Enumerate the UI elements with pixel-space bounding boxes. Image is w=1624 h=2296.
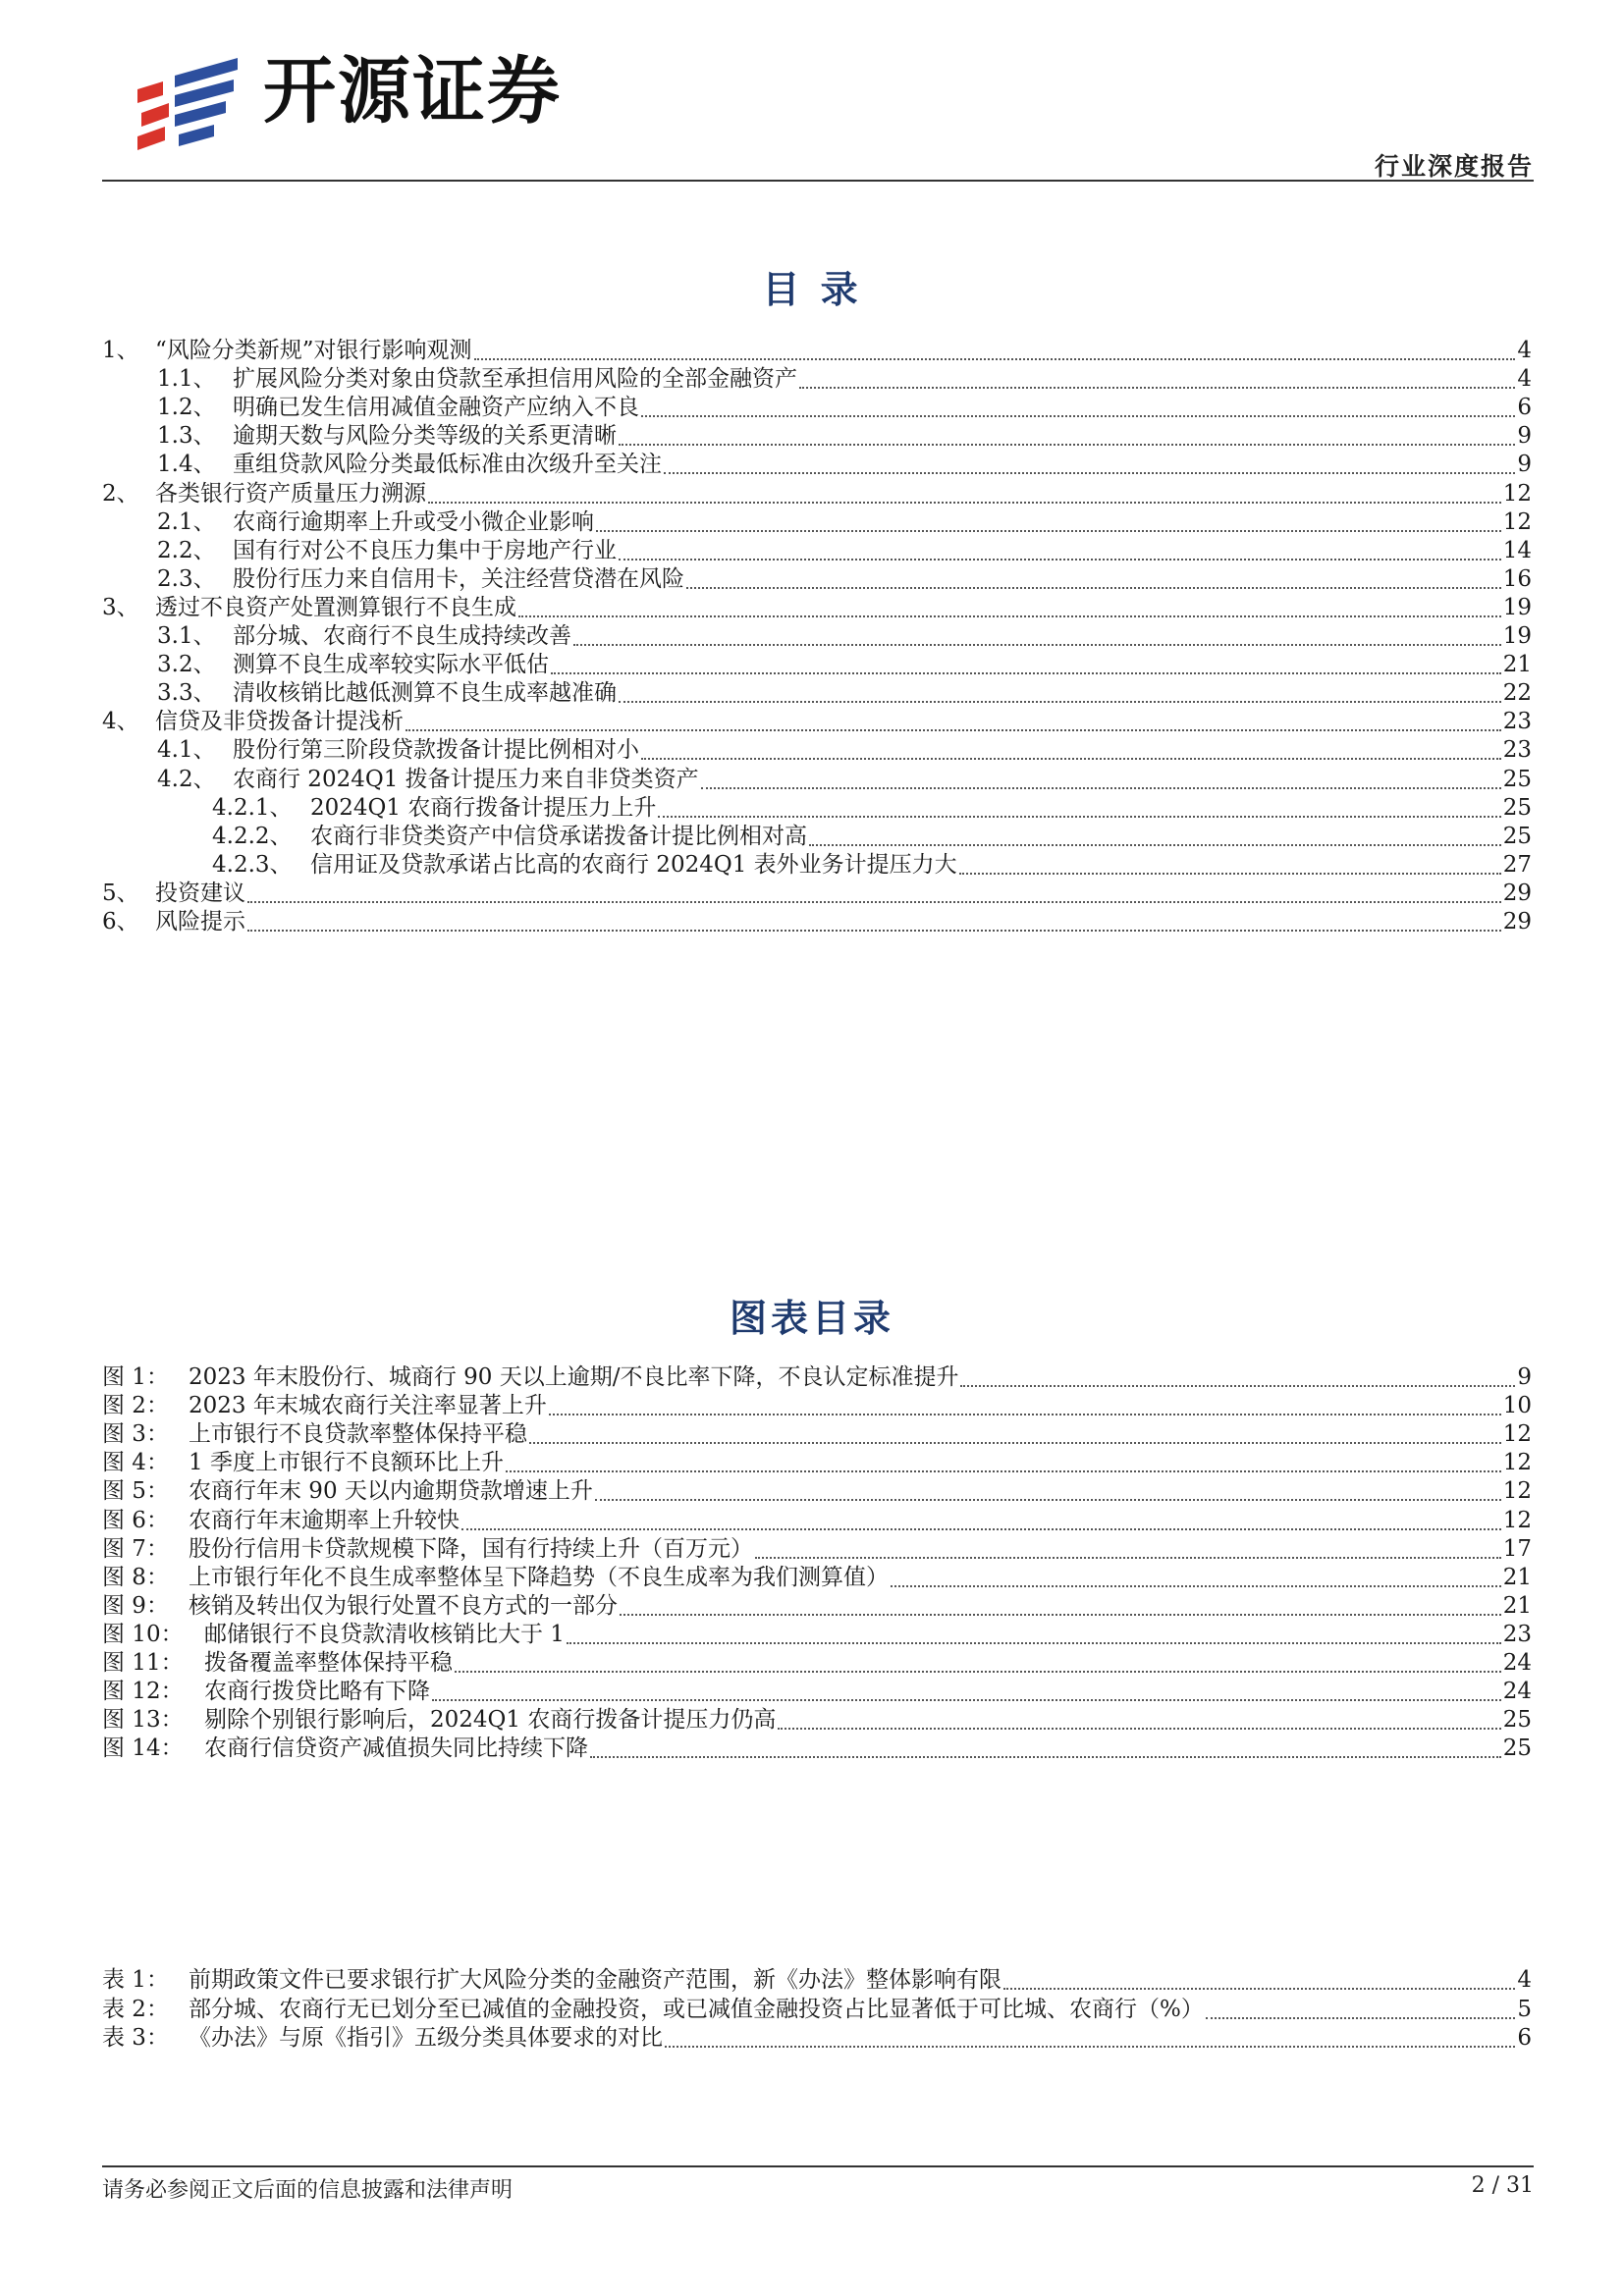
dot-leader xyxy=(590,1756,1501,1758)
entry-page: 9 xyxy=(1517,423,1532,450)
entry-title: 前期政策文件已要求银行扩大风险分类的金融资产范围，新《办法》整体影响有限 xyxy=(189,1967,1001,1993)
entry-page: 25 xyxy=(1502,1707,1532,1734)
entry-page: 6 xyxy=(1517,2025,1532,2051)
entry-title: 信用证及贷款承诺占比高的农商行 2024Q1 表外业务计提压力大 xyxy=(310,851,957,878)
entry-title: 上市银行年化不良生成率整体呈下降趋势（不良生成率为我们测算值） xyxy=(189,1564,889,1590)
entry-number: 图 6： xyxy=(102,1507,169,1533)
entry-title: 农商行逾期率上升或受小微企业影响 xyxy=(233,508,594,535)
entry-title: 农商行年末 90 天以内逾期贷款增速上升 xyxy=(189,1478,593,1505)
entry-title: 2023 年末股份行、城商行 90 天以上逾期/不良比率下降，不良认定标准提升 xyxy=(189,1364,959,1390)
table-entry[interactable] xyxy=(102,2019,1532,2053)
entry-number: 4.2、 xyxy=(157,766,216,792)
entry-page: 19 xyxy=(1502,623,1532,649)
entry-title: 股份行信用卡贷款规模下降，国有行持续上升（百万元） xyxy=(189,1535,753,1562)
entry-page: 12 xyxy=(1502,1478,1532,1505)
entry-number: 图 1： xyxy=(102,1364,169,1390)
entry-title: 逾期天数与风险分类等级的关系更清晰 xyxy=(233,423,617,450)
entry-number: 图 11： xyxy=(102,1650,184,1676)
entry-number: 表 1： xyxy=(102,1967,169,1993)
entry-number: 图 3： xyxy=(102,1421,169,1448)
figure-entry[interactable] xyxy=(102,1730,1532,1763)
entry-title: 上市银行不良贷款率整体保持平稳 xyxy=(189,1421,527,1448)
entry-number: 1.3、 xyxy=(157,423,216,450)
entry-title: 拨备覆盖率整体保持平稳 xyxy=(204,1650,453,1676)
entry-page: 12 xyxy=(1502,1450,1532,1476)
entry-page: 16 xyxy=(1502,565,1532,592)
footer-divider xyxy=(102,2165,1534,2167)
entry-number: 1.4、 xyxy=(157,452,216,478)
entry-number: 4.2.3、 xyxy=(212,851,293,878)
entry-number: 图 5： xyxy=(102,1478,169,1505)
entry-page: 19 xyxy=(1502,594,1532,620)
entry-page: 9 xyxy=(1517,1364,1532,1390)
entry-number: 4.1、 xyxy=(157,737,216,764)
entry-page: 29 xyxy=(1502,909,1532,934)
entry-number: 3、 xyxy=(102,594,139,620)
entry-number: 4.2.2、 xyxy=(212,823,293,849)
entry-page: 23 xyxy=(1502,737,1532,764)
entry-title: “风险分类新规”对银行影响观测 xyxy=(155,338,472,363)
entry-page: 23 xyxy=(1502,1621,1532,1647)
entry-title: 农商行 2024Q1 拨备计提压力来自非贷类资产 xyxy=(233,766,699,792)
entry-page: 12 xyxy=(1502,480,1532,507)
entry-title: 农商行拨贷比略有下降 xyxy=(204,1679,430,1705)
entry-page: 14 xyxy=(1502,537,1532,563)
entry-number: 图 4： xyxy=(102,1450,169,1476)
entry-title: 农商行年末逾期率上升较快 xyxy=(189,1507,460,1533)
entry-page: 5 xyxy=(1517,1996,1532,2022)
entry-number: 1、 xyxy=(102,338,139,363)
entry-number: 图 12： xyxy=(102,1679,184,1705)
entry-page: 29 xyxy=(1502,880,1532,906)
entry-page: 6 xyxy=(1517,395,1532,421)
entry-title: 股份行第三阶段贷款拨备计提比例相对小 xyxy=(233,737,639,764)
page-header xyxy=(0,0,1624,187)
entry-page: 4 xyxy=(1517,1967,1532,1993)
entry-number: 2.2、 xyxy=(157,537,216,563)
entry-title: 股份行压力来自信用卡，关注经营贷潜在风险 xyxy=(233,565,684,592)
entry-title: 国有行对公不良压力集中于房地产行业 xyxy=(233,537,617,563)
entry-page: 25 xyxy=(1502,823,1532,849)
entry-page: 27 xyxy=(1502,851,1532,878)
dot-leader xyxy=(247,930,1501,932)
entry-number: 2.1、 xyxy=(157,508,216,535)
entry-number: 表 2： xyxy=(102,1996,169,2022)
entry-number: 3.3、 xyxy=(157,680,216,707)
entry-title: 信贷及非贷拨备计提浅析 xyxy=(155,709,404,735)
entry-page: 21 xyxy=(1502,1564,1532,1590)
entry-page: 21 xyxy=(1502,1592,1532,1619)
entry-page: 21 xyxy=(1502,652,1532,678)
entry-page: 22 xyxy=(1502,680,1532,707)
disclaimer: 请务必参阅正文后面的信息披露和法律声明 xyxy=(102,2178,514,2203)
entry-page: 24 xyxy=(1502,1679,1532,1705)
entry-title: 扩展风险分类对象由贷款至承担信用风险的全部金融资产 xyxy=(233,366,797,393)
header-divider xyxy=(102,180,1534,182)
entry-number: 图 7： xyxy=(102,1535,169,1562)
entry-number: 图 10： xyxy=(102,1621,184,1647)
entry-title: 剔除个别银行影响后，2024Q1 农商行拨备计提压力仍高 xyxy=(204,1707,777,1734)
entry-title: 清收核销比越低测算不良生成率越准确 xyxy=(233,680,617,707)
entry-number: 4、 xyxy=(102,709,139,735)
entry-page: 24 xyxy=(1502,1650,1532,1676)
entry-number: 2.3、 xyxy=(157,565,216,592)
toc-entry[interactable] xyxy=(102,903,1532,936)
entry-page: 4 xyxy=(1517,366,1532,393)
entry-title: 风险提示 xyxy=(155,909,245,934)
report-type-label: 行业深度报告 xyxy=(1374,152,1534,181)
entry-page: 4 xyxy=(1517,338,1532,363)
toc-heading: 目 录 xyxy=(762,268,862,311)
entry-number: 图 14： xyxy=(102,1735,184,1762)
entry-title: 《办法》与原《指引》五级分类具体要求的对比 xyxy=(189,2025,663,2051)
entry-page: 12 xyxy=(1502,1421,1532,1448)
figure-list-heading: 图表目录 xyxy=(729,1297,894,1340)
entry-number: 1.2、 xyxy=(157,395,216,421)
kaiyuan-logo-icon xyxy=(135,54,245,152)
entry-number: 图 2： xyxy=(102,1393,169,1419)
entry-title: 重组贷款风险分类最低标准由次级升至关注 xyxy=(233,452,662,478)
entry-page: 25 xyxy=(1502,766,1532,792)
entry-page: 12 xyxy=(1502,1507,1532,1533)
entry-number: 3.2、 xyxy=(157,652,216,678)
entry-title: 投资建议 xyxy=(155,880,245,906)
entry-number: 6、 xyxy=(102,909,139,934)
entry-number: 3.1、 xyxy=(157,623,216,649)
entry-title: 农商行非贷类资产中信贷承诺拨备计提比例相对高 xyxy=(310,823,807,849)
entry-number: 2、 xyxy=(102,480,139,507)
entry-title: 部分城、农商行不良生成持续改善 xyxy=(233,623,571,649)
entry-number: 5、 xyxy=(102,880,139,906)
entry-title: 农商行信贷资产减值损失同比持续下降 xyxy=(204,1735,588,1762)
entry-title: 2024Q1 农商行拨备计提压力上升 xyxy=(310,794,657,821)
entry-page: 25 xyxy=(1502,794,1532,821)
entry-number: 1.1、 xyxy=(157,366,216,393)
entry-title: 部分城、农商行无已划分至已减值的金融投资，或已减值金融投资占比显著低于可比城、农商行（%） xyxy=(189,1996,1204,2022)
brand-name: 开源证券 xyxy=(263,49,562,133)
page-number: 2 / 31 xyxy=(1471,2173,1534,2198)
entry-number: 表 3： xyxy=(102,2025,169,2051)
entry-title: 1 季度上市银行不良额环比上升 xyxy=(189,1450,504,1476)
entry-page: 23 xyxy=(1502,709,1532,735)
entry-title: 各类银行资产质量压力溯源 xyxy=(155,480,426,507)
entry-number: 4.2.1、 xyxy=(212,794,293,821)
entry-page: 25 xyxy=(1502,1735,1532,1762)
entry-number: 图 13： xyxy=(102,1707,184,1734)
entry-page: 17 xyxy=(1502,1535,1532,1562)
entry-page: 12 xyxy=(1502,508,1532,535)
entry-title: 透过不良资产处置测算银行不良生成 xyxy=(155,594,516,620)
entry-number: 图 9： xyxy=(102,1592,169,1619)
entry-page: 10 xyxy=(1502,1393,1532,1419)
entry-title: 核销及转出仅为银行处置不良方式的一部分 xyxy=(189,1592,618,1619)
entry-title: 明确已发生信用减值金融资产应纳入不良 xyxy=(233,395,639,421)
entry-number: 图 8： xyxy=(102,1564,169,1590)
entry-page: 9 xyxy=(1517,452,1532,478)
entry-title: 邮储银行不良贷款清收核销比大于 1 xyxy=(204,1621,565,1647)
entry-title: 测算不良生成率较实际水平低估 xyxy=(233,652,549,678)
entry-title: 2023 年末城农商行关注率显著上升 xyxy=(189,1393,547,1419)
dot-leader xyxy=(665,2046,1515,2048)
